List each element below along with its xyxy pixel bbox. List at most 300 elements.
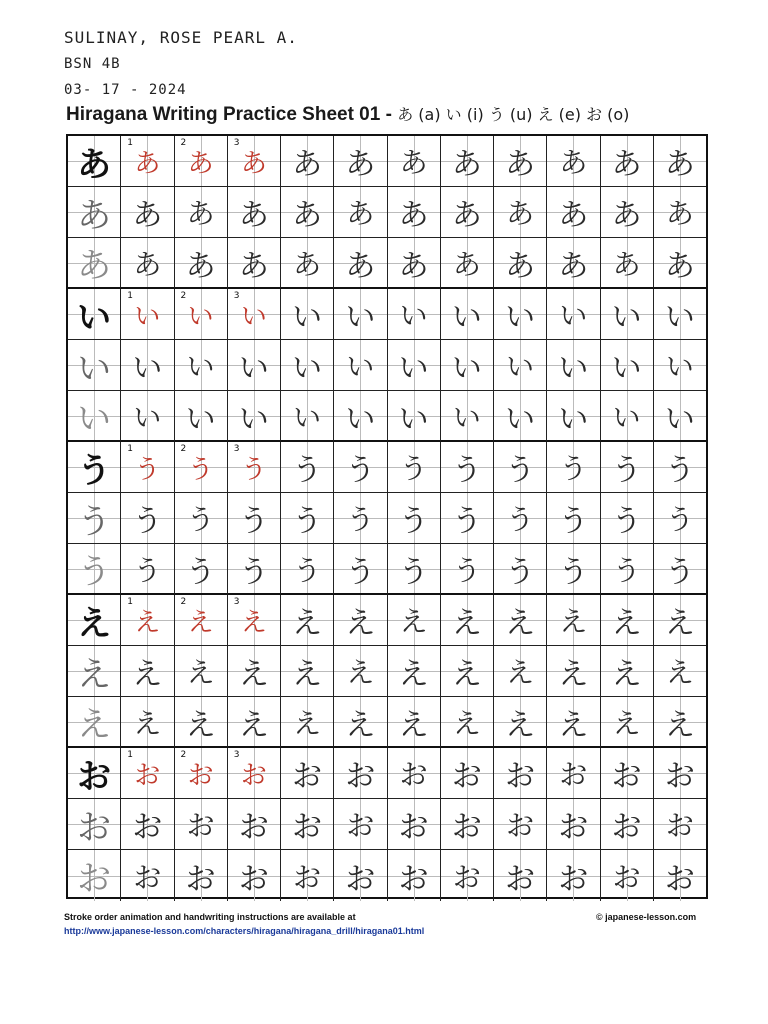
handwritten-practice-cell (281, 136, 334, 187)
handwritten-practice-cell (334, 391, 387, 442)
stroke-number: 2 (180, 291, 187, 301)
handwritten-character: う (452, 553, 481, 587)
practice-row (68, 340, 706, 391)
stroke-order-cell (228, 136, 281, 187)
stroke-order-cell (121, 289, 174, 340)
student-name: SULINAY, ROSE PEARL A. (64, 28, 298, 47)
handwritten-practice-cell (175, 493, 228, 544)
model-character: う (77, 552, 112, 592)
handwritten-practice-cell (654, 391, 706, 442)
handwritten-practice-cell (441, 544, 494, 595)
handwritten-practice-cell (388, 289, 441, 340)
handwritten-practice-cell (654, 850, 706, 901)
handwritten-practice-cell (494, 646, 547, 697)
handwritten-practice-cell (441, 748, 494, 799)
handwritten-practice-cell (281, 850, 334, 901)
footer-note: Stroke order animation and handwriting instructions are available at (64, 912, 356, 922)
handwritten-character: あ (558, 248, 589, 284)
handwritten-character: う (505, 554, 536, 590)
stroke-order-character: い (240, 301, 267, 332)
handwritten-practice-cell (175, 391, 228, 442)
handwritten-practice-cell (388, 595, 441, 646)
stroke-order-character: い (187, 301, 214, 332)
handwritten-character: あ (665, 197, 694, 230)
handwritten-character: え (505, 606, 536, 641)
handwritten-practice-cell (121, 697, 174, 748)
handwritten-practice-cell (281, 493, 334, 544)
handwritten-character: え (238, 657, 269, 692)
model-character-cell (68, 136, 121, 187)
handwritten-practice-cell (547, 850, 600, 901)
footer-copyright: © japanese-lesson.com (596, 912, 697, 922)
handwritten-character: あ (451, 198, 482, 233)
handwritten-practice-cell (441, 238, 494, 289)
handwritten-practice-cell (547, 493, 600, 544)
model-character-cell (68, 697, 121, 748)
handwritten-practice-cell (441, 646, 494, 697)
handwritten-practice-cell (334, 238, 387, 289)
handwritten-practice-cell (494, 238, 547, 289)
stroke-order-character: あ (240, 148, 267, 179)
handwritten-practice-cell (334, 646, 387, 697)
handwritten-character: う (238, 554, 269, 590)
handwritten-practice-cell (228, 799, 281, 850)
handwritten-character: あ (558, 198, 589, 233)
handwritten-character: い (345, 300, 376, 335)
stroke-order-cell (228, 595, 281, 646)
handwritten-character: い (346, 350, 375, 383)
handwritten-character: お (505, 861, 536, 897)
handwritten-practice-cell (494, 595, 547, 646)
handwritten-character: う (345, 554, 376, 590)
handwritten-practice-cell (121, 391, 174, 442)
handwritten-character: え (133, 706, 162, 740)
handwritten-character: え (238, 707, 269, 743)
handwritten-practice-cell (388, 391, 441, 442)
handwritten-character: え (132, 657, 163, 692)
stroke-number: 1 (127, 291, 133, 301)
model-character: い (77, 348, 112, 389)
sheet-title-kana: あ (a) い (i) う (u) え (e) お (o) (397, 105, 630, 124)
model-character-cell (68, 646, 121, 697)
handwritten-character: い (665, 350, 694, 383)
handwritten-character: え (558, 707, 589, 743)
handwritten-practice-cell (601, 544, 654, 595)
handwritten-character: あ (346, 197, 375, 230)
handwritten-character: え (345, 707, 376, 743)
handwritten-character: う (238, 504, 269, 539)
handwritten-practice-cell (494, 442, 547, 493)
handwritten-practice-cell (654, 799, 706, 850)
stroke-number: 3 (233, 597, 240, 607)
handwritten-practice-cell (654, 697, 706, 748)
handwritten-character: あ (292, 198, 323, 233)
stroke-order-cell (121, 595, 174, 646)
handwritten-character: あ (559, 146, 588, 179)
handwritten-character: い (185, 401, 216, 437)
handwritten-practice-cell (281, 697, 334, 748)
handwritten-practice-cell (334, 697, 387, 748)
handwritten-character: お (293, 860, 322, 894)
handwritten-practice-cell (388, 646, 441, 697)
handwritten-character: い (558, 401, 589, 437)
handwritten-character: え (185, 707, 216, 743)
handwritten-character: あ (398, 248, 429, 284)
stroke-number: 2 (180, 597, 187, 607)
handwritten-practice-cell (228, 187, 281, 238)
handwritten-practice-cell (547, 799, 600, 850)
handwritten-practice-cell (388, 850, 441, 901)
handwritten-practice-cell (494, 391, 547, 442)
stroke-order-cell (228, 748, 281, 799)
handwritten-character: お (238, 810, 269, 845)
handwritten-practice-cell (494, 493, 547, 544)
handwritten-practice-cell (121, 340, 174, 391)
handwritten-character: お (664, 759, 695, 794)
handwritten-practice-cell (388, 340, 441, 391)
handwritten-character: い (133, 400, 162, 434)
practice-grid (66, 134, 708, 899)
handwritten-character: い (132, 351, 163, 386)
model-character: え (77, 603, 112, 644)
handwritten-practice-cell (228, 340, 281, 391)
handwritten-practice-cell (281, 340, 334, 391)
handwritten-practice-cell (175, 238, 228, 289)
model-character-cell (68, 493, 121, 544)
handwritten-practice-cell (281, 187, 334, 238)
handwritten-practice-cell (601, 850, 654, 901)
handwritten-practice-cell (388, 187, 441, 238)
model-character: お (77, 756, 112, 797)
handwritten-character: あ (345, 147, 376, 182)
handwritten-practice-cell (494, 289, 547, 340)
handwritten-character: い (612, 400, 641, 434)
handwritten-practice-cell (494, 544, 547, 595)
handwritten-character: お (611, 759, 642, 794)
handwritten-practice-cell (121, 850, 174, 901)
handwritten-practice-cell (121, 646, 174, 697)
handwritten-character: う (185, 554, 216, 590)
handwritten-character: う (292, 504, 323, 539)
handwritten-practice-cell (494, 187, 547, 238)
stroke-order-character: あ (134, 148, 161, 179)
handwritten-character: え (559, 605, 588, 638)
handwritten-practice-cell (281, 442, 334, 493)
handwritten-practice-cell (175, 697, 228, 748)
handwritten-character: え (451, 657, 482, 692)
handwritten-character: う (186, 503, 215, 536)
handwritten-character: い (559, 299, 588, 332)
handwritten-character: え (293, 706, 322, 740)
stroke-order-cell (175, 289, 228, 340)
handwritten-character: う (505, 453, 536, 488)
handwritten-character: い (398, 351, 429, 386)
stroke-order-character: え (240, 607, 267, 638)
handwritten-practice-cell (494, 748, 547, 799)
model-character: い (77, 399, 112, 439)
handwritten-practice-cell (547, 595, 600, 646)
handwritten-character: あ (185, 248, 216, 284)
sheet-title (66, 102, 629, 126)
stroke-order-character: お (240, 760, 267, 791)
handwritten-practice-cell (388, 697, 441, 748)
handwritten-practice-cell (494, 697, 547, 748)
handwritten-character: あ (133, 247, 162, 281)
handwritten-character: う (451, 453, 482, 488)
handwritten-practice-cell (601, 187, 654, 238)
stroke-number: 1 (127, 597, 133, 607)
model-character: う (77, 501, 112, 542)
handwritten-character: う (664, 453, 695, 488)
handwritten-character: う (292, 453, 323, 488)
handwritten-character: え (612, 706, 641, 740)
handwritten-practice-cell (601, 238, 654, 289)
stroke-order-cell (175, 442, 228, 493)
handwritten-character: お (612, 860, 641, 894)
stroke-number: 1 (127, 444, 133, 454)
handwritten-practice-cell (388, 748, 441, 799)
handwritten-practice-cell (281, 391, 334, 442)
model-character-cell (68, 391, 121, 442)
handwritten-practice-cell (334, 748, 387, 799)
handwritten-character: い (452, 400, 481, 434)
stroke-order-cell (175, 595, 228, 646)
handwritten-practice-cell (441, 289, 494, 340)
handwritten-practice-cell (494, 340, 547, 391)
student-section: BSN 4B (64, 56, 121, 72)
handwritten-practice-cell (228, 544, 281, 595)
handwritten-practice-cell (281, 595, 334, 646)
handwritten-character: あ (186, 197, 215, 230)
handwritten-practice-cell (601, 595, 654, 646)
handwritten-character: え (398, 657, 429, 692)
handwritten-practice-cell (228, 238, 281, 289)
handwritten-character: い (238, 401, 269, 437)
stroke-number: 1 (127, 750, 133, 760)
handwritten-practice-cell (547, 391, 600, 442)
handwritten-character: お (399, 758, 428, 791)
practice-row (68, 544, 706, 595)
handwritten-character: あ (505, 147, 536, 182)
model-character-cell (68, 544, 121, 595)
handwritten-practice-cell (441, 493, 494, 544)
handwritten-character: あ (611, 147, 642, 182)
handwritten-character: え (186, 656, 215, 689)
stroke-order-character: あ (187, 148, 214, 179)
practice-row (68, 493, 706, 544)
footer-link[interactable]: http://www.japanese-lesson.com/characters/hiragana/hiragana_drill/hiragana01.html (64, 926, 425, 936)
stroke-order-character: う (134, 454, 161, 485)
handwritten-character: う (399, 452, 428, 485)
handwritten-practice-cell (175, 340, 228, 391)
handwritten-practice-cell (547, 289, 600, 340)
handwritten-character: い (292, 351, 323, 386)
stroke-order-cell (121, 748, 174, 799)
handwritten-practice-cell (654, 442, 706, 493)
handwritten-practice-cell (388, 544, 441, 595)
handwritten-character: う (293, 553, 322, 587)
handwritten-character: お (505, 759, 536, 794)
handwritten-practice-cell (281, 544, 334, 595)
handwritten-character: え (611, 657, 642, 692)
stroke-order-character: お (187, 760, 214, 791)
model-character: う (77, 450, 112, 491)
stroke-number: 2 (180, 444, 187, 454)
handwritten-character: う (398, 554, 429, 590)
handwritten-practice-cell (175, 544, 228, 595)
handwritten-character: あ (506, 197, 535, 230)
handwritten-practice-cell (175, 799, 228, 850)
handwritten-character: え (398, 707, 429, 743)
handwritten-character: え (292, 657, 323, 692)
practice-row (68, 187, 706, 238)
handwritten-character: お (559, 758, 588, 791)
handwritten-practice-cell (281, 748, 334, 799)
model-character: お (77, 807, 112, 848)
stroke-order-character: え (187, 607, 214, 638)
handwritten-character: い (238, 351, 269, 386)
handwritten-practice-cell (334, 340, 387, 391)
stroke-order-character: お (134, 760, 161, 791)
handwritten-practice-cell (388, 136, 441, 187)
model-character: あ (77, 195, 112, 236)
handwritten-practice-cell (441, 187, 494, 238)
handwritten-practice-cell (388, 799, 441, 850)
practice-row (68, 850, 706, 901)
handwritten-character: え (664, 606, 695, 641)
handwritten-character: い (398, 401, 429, 437)
practice-row (68, 748, 706, 799)
handwritten-character: え (611, 606, 642, 641)
handwritten-character: う (558, 554, 589, 590)
handwritten-practice-cell (228, 697, 281, 748)
handwritten-character: う (559, 452, 588, 485)
stroke-order-character: い (134, 301, 161, 332)
handwritten-practice-cell (547, 646, 600, 697)
handwritten-character: お (345, 861, 376, 897)
handwritten-character: い (611, 300, 642, 335)
stroke-number: 2 (180, 138, 187, 148)
practice-row (68, 595, 706, 646)
handwritten-practice-cell (601, 748, 654, 799)
handwritten-practice-cell (601, 340, 654, 391)
handwritten-character: お (451, 810, 482, 845)
handwritten-practice-cell (228, 646, 281, 697)
handwritten-practice-cell (654, 136, 706, 187)
handwritten-practice-cell (334, 850, 387, 901)
stroke-order-cell (228, 289, 281, 340)
handwritten-practice-cell (441, 442, 494, 493)
practice-date: 03- 17 - 2024 (64, 82, 187, 98)
handwritten-character: あ (505, 248, 536, 284)
handwritten-practice-cell (654, 595, 706, 646)
handwritten-character: え (558, 657, 589, 692)
handwritten-character: お (506, 809, 535, 842)
handwritten-practice-cell (601, 697, 654, 748)
handwritten-practice-cell (121, 544, 174, 595)
handwritten-character: い (293, 400, 322, 434)
handwritten-character: い (664, 401, 695, 437)
handwritten-character: お (346, 809, 375, 842)
handwritten-practice-cell (601, 799, 654, 850)
handwritten-practice-cell (654, 646, 706, 697)
model-character: い (77, 297, 112, 338)
handwritten-character: い (345, 401, 376, 437)
handwritten-practice-cell (547, 748, 600, 799)
handwritten-practice-cell (441, 136, 494, 187)
handwritten-character: う (611, 453, 642, 488)
handwritten-character: え (506, 656, 535, 689)
handwritten-practice-cell (441, 595, 494, 646)
handwritten-practice-cell (281, 646, 334, 697)
practice-row (68, 646, 706, 697)
stroke-order-character: う (240, 454, 267, 485)
handwritten-character: あ (132, 198, 163, 233)
handwritten-character: お (292, 759, 323, 794)
handwritten-practice-cell (654, 544, 706, 595)
handwritten-practice-cell (334, 136, 387, 187)
stroke-number: 1 (127, 138, 133, 148)
handwritten-character: う (398, 504, 429, 539)
handwritten-practice-cell (601, 646, 654, 697)
handwritten-character: あ (612, 247, 641, 281)
model-character-cell (68, 289, 121, 340)
handwritten-practice-cell (388, 238, 441, 289)
handwritten-character: う (664, 554, 695, 590)
model-character: え (77, 654, 112, 695)
handwritten-character: え (505, 707, 536, 743)
handwritten-character: お (185, 861, 216, 897)
handwritten-character: え (664, 707, 695, 743)
stroke-order-character: う (187, 454, 214, 485)
handwritten-practice-cell (601, 493, 654, 544)
handwritten-character: う (506, 503, 535, 536)
stroke-order-cell (121, 442, 174, 493)
handwritten-character: う (133, 553, 162, 587)
model-character-cell (68, 238, 121, 289)
stroke-number: 3 (233, 138, 240, 148)
handwritten-practice-cell (441, 697, 494, 748)
handwritten-practice-cell (175, 646, 228, 697)
handwritten-character: い (451, 351, 482, 386)
handwritten-character: う (611, 504, 642, 539)
handwritten-practice-cell (601, 289, 654, 340)
handwritten-character: う (612, 553, 641, 587)
handwritten-practice-cell (228, 493, 281, 544)
handwritten-character: お (398, 810, 429, 845)
handwritten-practice-cell (547, 136, 600, 187)
model-character-cell (68, 442, 121, 493)
handwritten-character: お (452, 860, 481, 894)
handwritten-character: い (505, 300, 536, 335)
handwritten-character: え (665, 656, 694, 689)
model-character: あ (77, 246, 112, 286)
handwritten-practice-cell (654, 238, 706, 289)
handwritten-practice-cell (334, 289, 387, 340)
stroke-number: 2 (180, 750, 187, 760)
practice-row (68, 136, 706, 187)
handwritten-character: お (292, 810, 323, 845)
handwritten-practice-cell (601, 442, 654, 493)
handwritten-character: い (558, 351, 589, 386)
handwritten-character: お (133, 860, 162, 894)
handwritten-practice-cell (228, 850, 281, 901)
handwritten-practice-cell (334, 493, 387, 544)
handwritten-practice-cell (547, 544, 600, 595)
handwritten-practice-cell (494, 136, 547, 187)
stroke-number: 3 (233, 750, 240, 760)
model-character-cell (68, 340, 121, 391)
